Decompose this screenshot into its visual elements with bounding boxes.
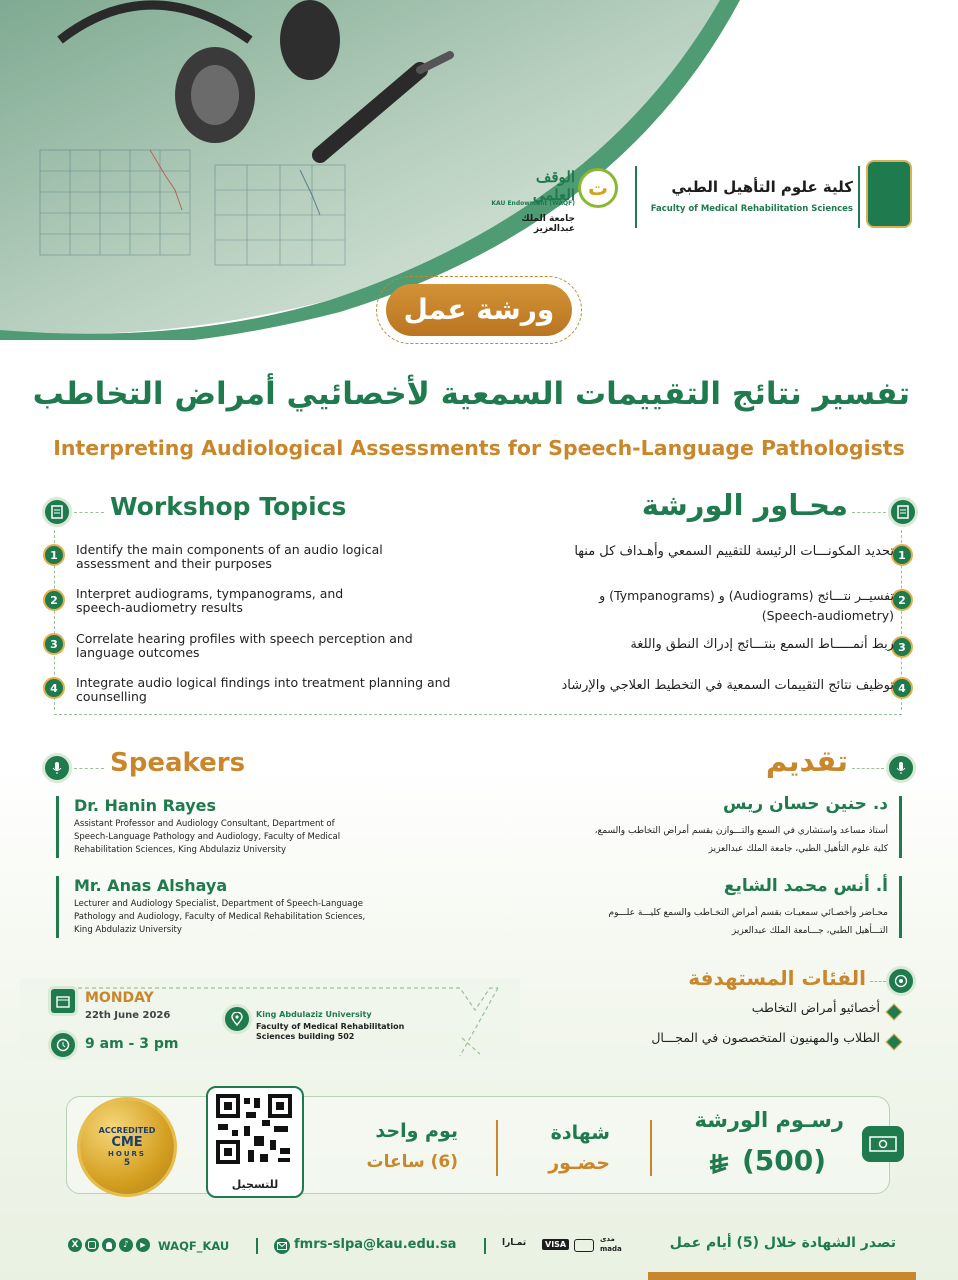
topics-ar-icon xyxy=(888,497,918,527)
duration-hours: (6) ساعات xyxy=(366,1152,458,1172)
topic-number-1-ar: 1 xyxy=(891,544,913,566)
faculty-name-ar: كلية علوم التأهيل الطبي xyxy=(671,178,853,196)
audience-item-1: أخصائيو أمراض التخاطب xyxy=(751,1000,880,1015)
topic-ar-4: توظيف نتائج التقييمات السمعية في التخطيط العلاجي والإرشاد xyxy=(561,678,894,693)
clock-icon xyxy=(48,1030,78,1060)
speaker-2-desc-ar: محـاضر وأخصـائي سمعيـات بقسم أمراض التخـاطب والسمع كليـــة علـــوم التـــأهيل الطبي، جـــامعة الملك عبدالعزيز xyxy=(608,908,888,936)
card-icon xyxy=(574,1239,594,1252)
topic-number-2-ar: 2 xyxy=(891,589,913,611)
topic-en-2: Interpret audiograms, tympanograms, and speech-audiometry results xyxy=(76,586,344,615)
cme-accredited: ACCREDITED xyxy=(98,1126,156,1135)
waqf-name-en: KAU Endowment (WAQF) xyxy=(491,200,575,207)
social-handle[interactable]: WAQF_KAU xyxy=(158,1239,230,1253)
cash-icon xyxy=(862,1126,904,1162)
visa-logo: VISA xyxy=(542,1239,569,1250)
venue-detail: Faculty of Medical Rehabilitation Sciences building 502 xyxy=(256,1022,405,1041)
mada-logo-en: mada xyxy=(600,1245,622,1253)
calendar-icon xyxy=(48,986,78,1016)
event-time: 9 am - 3 pm xyxy=(85,1036,179,1052)
speaker-1-name-ar: د. حنين حسان ريس xyxy=(722,794,888,814)
topic-number-3-en: 3 xyxy=(43,633,65,655)
title-en: Interpreting Audiological Assessments for Speech-Language Pathologists xyxy=(53,436,905,460)
faculty-name-en: Faculty of Medical Rehabilitation Sciences xyxy=(650,204,853,214)
waqf-logo-icon: ﺕ xyxy=(578,168,618,208)
certificate-label: شهادة xyxy=(550,1122,610,1144)
mada-logo-ar: مدى xyxy=(600,1235,615,1243)
bottom-accent-bar xyxy=(648,1272,916,1280)
target-icon xyxy=(886,966,916,996)
clipboard-icon xyxy=(50,505,64,519)
fee-label: رسـوم الورشة xyxy=(694,1108,844,1132)
email-address[interactable]: fmrs-slpa@kau.edu.sa xyxy=(294,1237,457,1252)
register-label: للتسجيل xyxy=(231,1178,279,1191)
topic-en-3: Correlate hearing profiles with speech perception and language outcomes xyxy=(76,631,413,660)
certificate-type: حضـور xyxy=(548,1152,610,1174)
cme-label: CME xyxy=(111,1135,143,1150)
location-pin-icon xyxy=(222,1004,252,1034)
topic-en-4: Integrate audio logical findings into treatment planning and counselling xyxy=(76,675,451,704)
snapchat-icon[interactable] xyxy=(102,1238,116,1252)
topic-number-3-ar: 3 xyxy=(891,636,913,658)
topic-ar-1: تحديد المكونـــات الرئيسة للتقييم السمعي وأهـداف كل منها xyxy=(574,544,894,559)
fee-value: (500) xyxy=(742,1144,827,1177)
qr-code[interactable] xyxy=(206,1086,304,1198)
topic-en-1: Identify the main components of an audio logical assessment and their purposes xyxy=(76,542,383,571)
speaker-1-name-en: Dr. Hanin Rayes xyxy=(74,796,216,815)
microphone-icon xyxy=(50,761,64,775)
speakers-heading-en: Speakers xyxy=(110,748,246,778)
topics-heading-en: Workshop Topics xyxy=(110,492,347,521)
social-icons xyxy=(68,1238,150,1252)
speaker-1-desc-ar: أستاذ مساعد واستشاري في السمع والتـــوازن بقسم أمراض التخاطب والسمع، كلية علوم التأهيل الطبي، جامعة الملك عبدالعزيز xyxy=(594,826,888,854)
cme-hours-label: HOURS xyxy=(108,1150,146,1158)
waqf-name-ar: الوقف العلمي xyxy=(532,168,575,204)
event-date: 22th June 2026 xyxy=(85,1010,171,1021)
speakers-heading-ar: تقديم xyxy=(765,744,848,778)
workshop-badge-label: ورشة عمل xyxy=(386,284,572,336)
topic-ar-3: ربط أنمـــــاط السمع بنتـــائج إدراك النطق واللغة xyxy=(630,637,894,652)
cme-seal xyxy=(80,1100,174,1194)
topic-number-1-en: 1 xyxy=(43,544,65,566)
youtube-icon[interactable]: ▶ xyxy=(136,1238,150,1252)
certificate-note: تصدر الشهادة خلال (5) أيام عمل xyxy=(669,1235,896,1251)
speakers-en-icon xyxy=(42,753,72,783)
topic-number-4-ar: 4 xyxy=(891,677,913,699)
x-icon[interactable]: X xyxy=(68,1238,82,1252)
clipboard-icon xyxy=(896,505,910,519)
cme-hours: 5 xyxy=(123,1158,131,1168)
duration-days: يوم واحد xyxy=(375,1120,458,1142)
audience-heading: الفئات المستهدفة xyxy=(688,966,866,990)
speaker-2-name-en: Mr. Anas Alshaya xyxy=(74,876,228,895)
speaker-2-desc-en: Lecturer and Audiology Specialist, Department of Speech-Language Pathology and Audiology, Faculty of Medical Rehabilitation Sciences, King Abdulaziz University xyxy=(74,899,366,935)
topic-number-4-en: 4 xyxy=(43,677,65,699)
instagram-icon[interactable] xyxy=(85,1238,99,1252)
kau-crest-icon xyxy=(866,160,912,228)
tiktok-icon[interactable]: ♪ xyxy=(119,1238,133,1252)
qr-code-icon xyxy=(208,1090,302,1170)
topic-ar-2: تفسيــر نتـــائج (Audiograms) و (Tympanograms) و (Speech-audiometry) xyxy=(599,588,894,623)
riyal-symbol-icon xyxy=(706,1150,734,1178)
speakers-ar-icon xyxy=(886,753,916,783)
topics-en-icon xyxy=(42,497,72,527)
topic-number-2-en: 2 xyxy=(43,589,65,611)
event-day: MONDAY xyxy=(85,990,154,1006)
topics-heading-ar: محـاور الورشة xyxy=(641,488,848,522)
microphone-icon xyxy=(894,761,908,775)
tamara-logo: تمـارا xyxy=(502,1238,527,1248)
venue-title: King Abdulaziz University xyxy=(256,1010,372,1019)
speaker-2-name-ar: أ. أنس محمد الشايع xyxy=(723,876,888,896)
kau-name-ar: جامعة الملك عبدالعزيز xyxy=(521,214,575,234)
email-icon xyxy=(274,1238,290,1254)
speaker-1-desc-en: Assistant Professor and Audiology Consultant, Department of Speech-Language Pathology and Audiology, Faculty of Medical Rehabilitation Sciences, King Abdulaziz University xyxy=(74,819,341,855)
audience-item-2: الطلاب والمهنيون المتخصصون في المجـــال xyxy=(651,1030,880,1045)
title-ar: تفسير نتائج التقييمات السمعية لأخصائيي أمراض التخاطب xyxy=(32,376,910,412)
